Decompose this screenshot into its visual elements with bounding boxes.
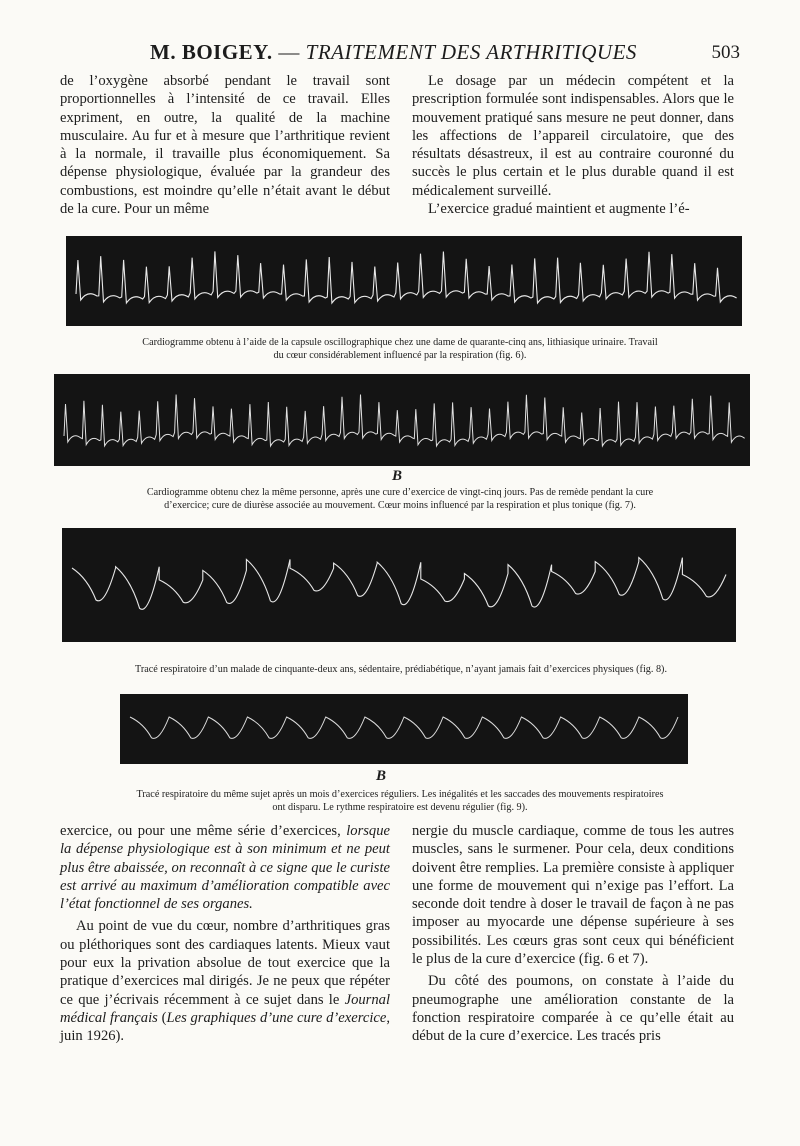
- header-topic: TRAITEMENT DES ARTHRITIQUES: [305, 40, 637, 64]
- fig-6-caption-line-2: du cœur considérablement influencé par la respiration (fig. 6).: [273, 350, 527, 361]
- fig-6-caption-line-1: Cardiogramme obtenu à l’aide de la capsule oscillographique chez une dame de quarante-cinq ans, lithiasique urinaire. Travail: [142, 337, 658, 348]
- bottom-left-p2-end: , juin 1926).: [60, 1009, 390, 1045]
- respiratory-trace-fig-8-line: [62, 528, 736, 642]
- fig-8-caption: [56, 663, 746, 676]
- bottom-left-p2-journal: Journal médical français: [60, 991, 390, 1026]
- cardiogram-fig-6-trace: [66, 236, 742, 326]
- bottom-right-paragraph-2: Du côté des poumons, on constate à l’aide du pneumographe une amélioration constante de la fonction respiratoire comparée à ce qu’elle était au début de la cure d’exercice. Les tracés pris: [412, 973, 734, 1045]
- cardiogram-fig-7-trace: [54, 374, 750, 466]
- header-dash: —: [278, 40, 300, 64]
- bottom-right-column: [412, 822, 734, 1046]
- cardiogram-fig-6: [66, 236, 742, 326]
- bottom-left-p2-paren: (: [161, 1009, 167, 1026]
- fig-7-caption: [60, 486, 740, 512]
- fig-9-caption-line-2: ont disparu. Le rythme respiratoire est devenu régulier (fig. 9).: [272, 802, 528, 813]
- page-number: 503: [711, 42, 740, 63]
- header-author: M. BOIGEY.: [150, 40, 273, 64]
- top-left-column: [60, 72, 390, 218]
- handwritten-mark-b-2: B: [376, 768, 387, 784]
- handwritten-mark-b-1: B: [392, 468, 403, 484]
- header-title: [150, 40, 637, 65]
- respiratory-trace-fig-9-line: [120, 694, 688, 764]
- bottom-left-p2-text: Au point de vue du cœur, nombre d’arthritiques gras ou pléthoriques sont des cardiaques latents. Mieux vaut pour eux la privation absolue de tout exercice que la pratique d’exercices mal dirigés. Je ne peux que répéter ce que j’écrivais récemment à ce sujet dans le: [60, 918, 390, 1008]
- top-right-paragraph-2: L’exercice gradué maintient et augmente l’é-: [428, 201, 690, 218]
- bottom-left-paragraph-1: [60, 822, 390, 913]
- respiratory-trace-fig-9: [120, 694, 688, 764]
- running-header: [60, 40, 740, 68]
- bottom-right-paragraph-1: nergie du muscle cardiaque, comme de tous les autres muscles, sans le surmener. Pour cela, deux conditions doivent être remplies. La première consiste à appliquer une forme de mouvement qui n’exige pas l’effort. La seconde doit tendre à doser le travail de façon à ne pas imposer au myocarde une dépense supérieure à ses possibilités. Les cœurs gras sont ceux qui bénéficient le plus de la cure d’exercice (fig. 6 et 7).: [412, 823, 734, 968]
- top-left-paragraph: de l’oxygène absorbé pendant le travail sont proportionnelles à l’intensité de ce travail. Elles expriment, en outre, la qualité de la machine musculaire. Au fur et à mesure que l’arthritique revient à la normale, il travaille plus économiquement. Sa dépense physiologique, évaluée par la grandeur des combustions, est moindre qu’elle n’était avant le début de la cure. Pour un même: [60, 73, 390, 218]
- top-right-paragraph-1: Le dosage par un médecin compétent et la prescription formulée sont indispensables. Alors que le mouvement pratiqué sans mesure ne peut donner, dans les affections de l’appareil circulatoire, que des résultats désastreux, il est au contraire couronné du succès le plus certain et le plus durable quand il est médicalement surveillé.: [412, 73, 734, 199]
- top-right-column: [412, 72, 734, 218]
- fig-6-caption: [60, 336, 740, 362]
- bottom-left-p1-italic: lorsque la dépense physiologique est à son minimum et ne peut plus être abaissée, on reconnaît à ce signe que le curiste est arrivé au maximum d’amélioration compatible avec l’état fonctionnel de ses organes.: [60, 823, 390, 913]
- fig-7-caption-line-1: Cardiogramme obtenu chez la même personne, après une cure d’exercice de vingt-cinq jours. Pas de remède pendant la cure: [146, 487, 654, 498]
- bottom-left-p2-article: Les graphiques d’une cure d’exercice: [166, 1009, 387, 1026]
- respiratory-trace-fig-8: [62, 528, 736, 642]
- bottom-left-column: [60, 822, 390, 1046]
- fig-8-caption-line: Tracé respiratoire d’un malade de cinquante-deux ans, sédentaire, prédiabétique, n’ayant jamais fait d’exercices physiques (fig. 8).: [135, 664, 667, 675]
- fig-9-caption-line-1: Tracé respiratoire du même sujet après un mois d’exercices réguliers. Les inégalités et les saccades des mouvements respiratoires: [136, 789, 664, 800]
- fig-7-caption-line-2: d’exercice; cure de diurèse associée au mouvement. Cœur moins influencé par la respiration et plus tonique (fig. 7).: [164, 500, 636, 511]
- bottom-left-p1-start: exercice, ou pour une même série d’exercices,: [60, 823, 341, 839]
- cardiogram-fig-7: [54, 374, 750, 466]
- bottom-left-paragraph-2: [60, 917, 390, 1045]
- fig-9-caption: [60, 788, 740, 814]
